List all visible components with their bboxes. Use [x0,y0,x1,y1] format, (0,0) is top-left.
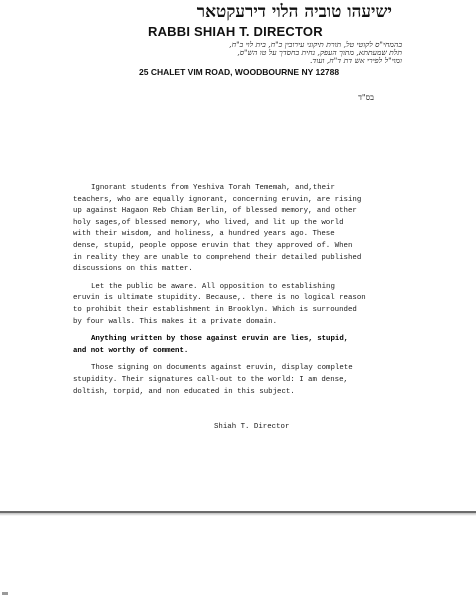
letterhead-address: 25 CHALET VIM ROAD, WOODBOURNE NY 12788 [139,67,340,77]
bsd-marking: בס"ד [358,93,374,102]
body-line: dense, stupid, people oppose eruvin that they approved of. When [73,241,353,250]
scan-speck [2,592,8,595]
body-line-text: Ignorant students from Yeshiva Torah Tememah, and,their [91,184,335,192]
letterhead-english-name: RABBI SHIAH T. DIRECTOR [148,24,323,39]
body-line [73,183,418,195]
body-line: with their wisdom, and holiness, a hundred years ago. These [73,230,335,239]
page-edge-shadow [0,513,476,516]
body-line: and not worthy of comment. [73,346,189,355]
letterhead-hebrew-line-1: בהמחי"ס לקוטי טל, תורת תיקוני עירובין כ"ח, בית לוי ב"ח, [229,40,402,49]
letterhead-hebrew-line-2: תלת שמעתתא, מתוך העפק, נחית בחסדך על טו הש"ס, [237,48,402,57]
body-line: eruvin is ultimate stupidity. Because,. there is no logical reason [73,294,366,303]
body-line [73,334,418,346]
body-line [73,363,418,375]
body-line: holy sages,of blessed memory, who lived, and lit up the world [73,218,344,227]
body-line: in reality they are unable to comprehend their detailed published [73,253,362,262]
body-line: up against Hagaon Reb Chiam Berlin, of blessed memory, and other [73,207,357,216]
letterhead-hebrew-line-3: ומוי"ל לפירי אש דת ד"ח, ועוד. [309,56,402,65]
paragraph-4 [73,363,418,398]
paragraph-1 [73,183,418,276]
body-line: discussions on this matter. [73,265,193,274]
body-line: stupidity. Their signatures call-out to the world: I am dense, [73,375,348,384]
paragraph-2 [73,282,418,328]
body-line [73,282,418,294]
body-line-text: Anything written by those against eruvin are lies, stupid, [91,335,349,344]
body-line: doltish, torpid, and non educated in this subject. [73,387,295,396]
body-line-text: Let the public be aware. All opposition to establishing [91,282,335,291]
body-line: to prohibit their establishment in Brooklyn. Which is surrounded [73,305,357,314]
body-line-text: Those signing on documents against eruvin, display complete [91,364,353,373]
letter-body [73,183,418,404]
paragraph-3-bold [73,334,418,357]
letterhead-hebrew-name: ישיעהו טוביה הלוי דירעקטאר [196,2,392,22]
body-line: by four walls. This makes it a private domain. [73,317,278,326]
body-line: teachers, who are equally ignorant, concerning eruvin, are rising [73,195,362,204]
signature: Shiah T. Director [214,423,290,431]
